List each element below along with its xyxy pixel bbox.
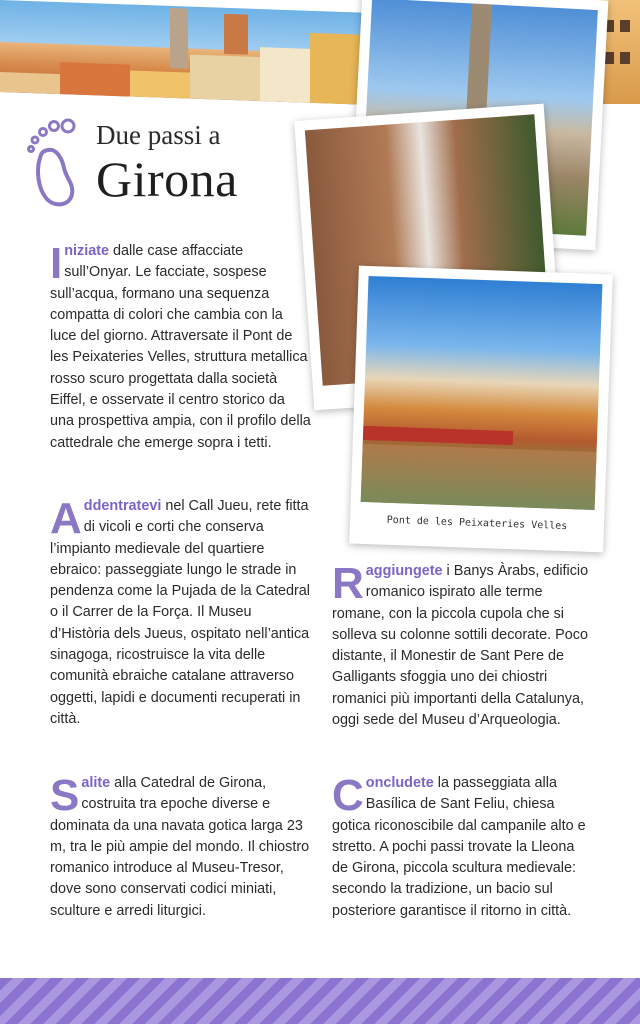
window [620, 20, 630, 32]
paragraph-body: nel Call Jueu, rete fitta di vicoli e corti che conserva l’impianto medievale del quartiere ebraico: passeggiate lungo le strade in pendenza come la Pujada de la Catedral o il Carrer de la Força. Il Museu d’Història dels Jueus, ospitato nell’antica sinagoga, ricostruisce la vita delle comunità ebraiche catalane attraverso oggetti, lapidi e documenti recuperati in città. [50, 498, 311, 727]
decorative-stripe-band [0, 978, 640, 1024]
paragraph-inizio [50, 241, 312, 454]
drop-cap: A [50, 494, 82, 543]
lead-word: aggiungete [365, 563, 443, 579]
drop-cap: R [332, 559, 364, 608]
lead-word: ddentratevi [83, 498, 162, 514]
window [620, 52, 630, 64]
house [0, 72, 60, 94]
title-line-1: Due passi a [96, 120, 221, 150]
drop-cap: C [332, 771, 364, 820]
river [361, 444, 597, 510]
photo-caption: Pont de les Peixateries Velles [386, 514, 568, 533]
page-title: Girona [96, 151, 238, 207]
paragraph-body: alla Catedral de Girona, costruita tra epoche diverse e dominata da una navata gotica larga 23 m, tra le più ampie del mondo. Il chiostro romanico introduce al Museu-Tresor, dove sono conservati codici miniati, sculture e arredi liturgici. [50, 775, 310, 919]
red-bridge [363, 426, 513, 445]
drop-cap: I [50, 239, 63, 288]
polaroid-bridge [349, 266, 613, 553]
paragraph-call-jueu [50, 496, 312, 730]
house [260, 47, 310, 103]
paragraph-body: i Banys Àrabs, edificio romanico ispirato alle terme romane, con la piccola cupola che si solleva su colonne sottili decorate. Poco distante, il Monestir de Sant Pere de Galligants sfoggia uno dei chiostri romanici più importanti della Catalunya, oggi sede del Museu d’Arqueologia. [332, 563, 589, 729]
river-bridge-photo [361, 276, 603, 510]
house [190, 55, 260, 101]
lead-word: alite [81, 775, 111, 791]
lead-word: oncludete [365, 775, 434, 791]
spire [466, 3, 492, 114]
drop-cap: S [50, 771, 80, 820]
paragraph-body: dalle case affacciate sull’Onyar. Le facciate, sospese sull’acqua, formano una sequenza compatta di colori che cambia con la luce del giorno. Attraversate il Pont de les Peixateries Velles, struttura metallica rosso scuro progettata dalla società Eiffel, e osservate il centro storico da una prospettiva ampia, con il profilo della cattedrale che emerge sopra i tetti. [50, 243, 311, 451]
paragraph-body: la passeggiata alla Basílica de Sant Feliu, chiesa gotica riconoscibile dal campanile alto e stretto. A pochi passi trovate la Lleona de Girona, piccola scultura medievale: secondo la tradizione, un bacio sul posteriore garantisce il ritorno in città. [332, 775, 586, 919]
lead-word: niziate [64, 243, 110, 259]
house [130, 71, 190, 99]
paragraph-banys-arabs [332, 561, 594, 731]
bell-tower [224, 14, 248, 55]
footprint-icon [26, 118, 88, 210]
cathedral-tower [170, 8, 188, 69]
girona-skyline-photo [0, 0, 380, 105]
house [60, 62, 130, 96]
paragraph-catedral [50, 773, 312, 922]
paragraph-sant-feliu [332, 773, 594, 922]
